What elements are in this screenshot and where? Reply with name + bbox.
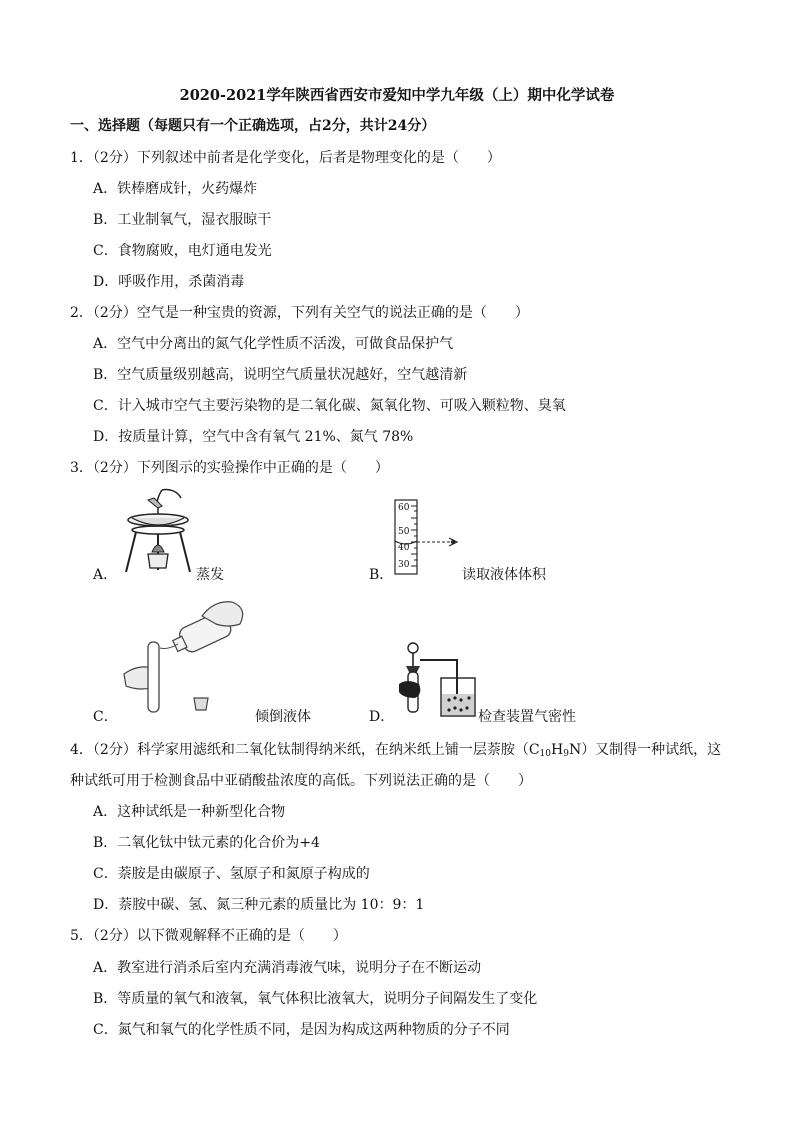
evaporation-figure bbox=[118, 486, 208, 576]
formula-subscript-9: 9 bbox=[563, 749, 569, 759]
option-a-caption: 蒸发 bbox=[196, 567, 224, 583]
exam-title: 2020-2021学年陕西省西安市爱知中学九年级（上）期中化学试卷 bbox=[179, 87, 615, 104]
question-5-stem: 5．（2分）以下微观解释不正确的是（ ） bbox=[70, 928, 347, 944]
option-a-letter: A． bbox=[93, 567, 118, 583]
cylinder-tick-50: 50 bbox=[398, 527, 410, 537]
question-4-stem-line-1 bbox=[70, 739, 721, 759]
graduated-cylinder-figure bbox=[385, 498, 465, 578]
cylinder-tick-40: 40 bbox=[398, 543, 410, 553]
question-2-stem: 2．（2分）空气是一种宝贵的资源，下列有关空气的说法正确的是（ ） bbox=[70, 305, 529, 321]
cylinder-tick-60: 60 bbox=[398, 503, 410, 513]
option-d-caption: 检查装置气密性 bbox=[478, 709, 576, 725]
cylinder-tick-30: 30 bbox=[398, 560, 410, 570]
question-1-option-b: B．工业制氧气，湿衣服晾干 bbox=[93, 212, 272, 228]
question-4-stem-line-2: 种试纸可用于检测食品中亚硝酸盐浓度的高低。下列说法正确的是（ ） bbox=[70, 773, 532, 789]
question-2-option-b: B．空气质量级别越高，说明空气质量状况越好，空气越清新 bbox=[93, 367, 468, 383]
section-heading: 一、选择题（每题只有一个正确选项，占2分，共计24分） bbox=[70, 118, 436, 134]
option-b-caption: 读取液体体积 bbox=[462, 567, 546, 583]
question-2-option-d: D．按质量计算，空气中含有氧气 21%、氮气 78% bbox=[93, 429, 414, 445]
formula-hydrogen: H bbox=[550, 742, 564, 758]
option-d-letter: D． bbox=[369, 709, 395, 725]
option-c-caption: 倾倒液体 bbox=[255, 709, 311, 725]
question-2-option-a: A．空气中分离出的氮气化学性质不活泼，可做食品保护气 bbox=[93, 336, 454, 352]
question-4-option-b: B．二氧化钛中钛元素的化合价为+4 bbox=[93, 835, 320, 851]
question-1-stem: 1．（2分）下列叙述中前者是化学变化，后者是物理变化的是（ ） bbox=[70, 150, 501, 166]
question-4-option-d: D．萘胺中碳、氢、氮三种元素的质量比为 10：9：1 bbox=[93, 897, 425, 913]
question-2-option-c: C．计入城市空气主要污染物的是二氧化碳、氮氧化物、可吸入颗粒物、臭氧 bbox=[93, 398, 566, 414]
airtightness-figure bbox=[397, 638, 479, 720]
question-4-option-c: C．萘胺是由碳原子、氢原子和氮原子构成的 bbox=[93, 866, 370, 882]
pouring-liquid-figure bbox=[118, 594, 258, 719]
question-4-option-a: A．这种试纸是一种新型化合物 bbox=[93, 804, 286, 820]
question-1-option-a: A．铁棒磨成针，火药爆炸 bbox=[93, 181, 258, 197]
question-4-stem-part-2: N）又制得一种试纸，这 bbox=[568, 742, 722, 758]
question-5-option-b: B．等质量的氧气和液氧，氧气体积比液氧大，说明分子间隔发生了变化 bbox=[93, 991, 538, 1007]
question-5-option-a: A．教室进行消杀后室内充满消毒液气味，说明分子在不断运动 bbox=[93, 960, 482, 976]
option-b-letter: B． bbox=[369, 567, 394, 583]
question-1-option-c: C．食物腐败，电灯通电发光 bbox=[93, 243, 272, 259]
question-3-stem: 3．（2分）下列图示的实验操作中正确的是（ ） bbox=[70, 460, 389, 476]
formula-subscript-10: 10 bbox=[539, 749, 551, 759]
question-4-stem-part-1: 4．（2分）科学家用滤纸和二氧化钛制得纳米纸，在纳米纸上铺一层萘胺（C bbox=[70, 742, 540, 758]
question-5-option-c: C．氮气和氧气的化学性质不同，是因为构成这两种物质的分子不同 bbox=[93, 1022, 510, 1038]
question-1-option-d: D．呼吸作用，杀菌消毒 bbox=[93, 274, 245, 290]
option-c-letter: C． bbox=[93, 709, 118, 725]
